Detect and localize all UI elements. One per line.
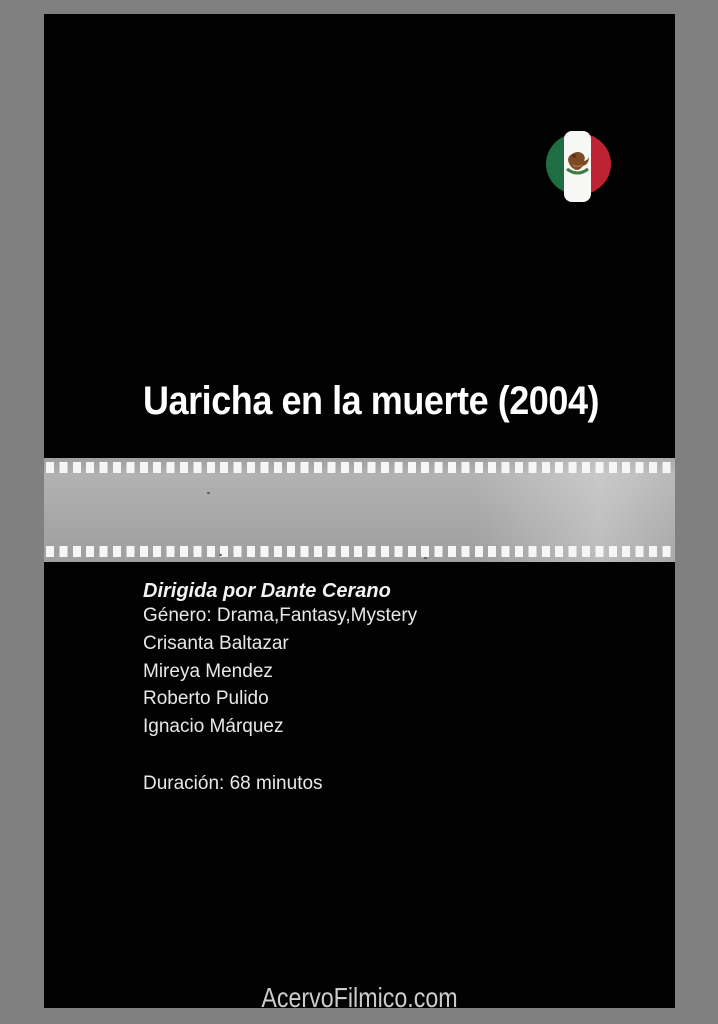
movie-title: Uaricha en la muerte (2004) xyxy=(143,379,600,423)
film-sprocket-row-bottom xyxy=(46,546,674,557)
cast-member: Crisanta Baltazar xyxy=(143,633,289,654)
genre-line: Género: Drama,Fantasy,Mystery xyxy=(143,605,418,626)
film-strip xyxy=(44,458,675,562)
eagle-emblem-icon xyxy=(564,148,591,178)
flag-red-stripe xyxy=(589,133,611,195)
film-grain-speck xyxy=(219,554,222,556)
film-sprocket-row-top xyxy=(46,462,674,473)
director-line: Dirigida por Dante Cerano xyxy=(143,580,391,602)
poster-panel xyxy=(44,14,675,1008)
film-grain-speck xyxy=(424,557,427,559)
website-text: AcervoFilmico.com xyxy=(261,982,458,1008)
film-grain-speck xyxy=(207,492,210,494)
mexico-flag-icon xyxy=(545,131,611,203)
cast-member: Roberto Pulido xyxy=(143,688,269,709)
duration-line: Duración: 68 minutos xyxy=(143,773,323,794)
cast-member: Mireya Mendez xyxy=(143,661,273,682)
cast-member: Ignacio Márquez xyxy=(143,716,284,737)
